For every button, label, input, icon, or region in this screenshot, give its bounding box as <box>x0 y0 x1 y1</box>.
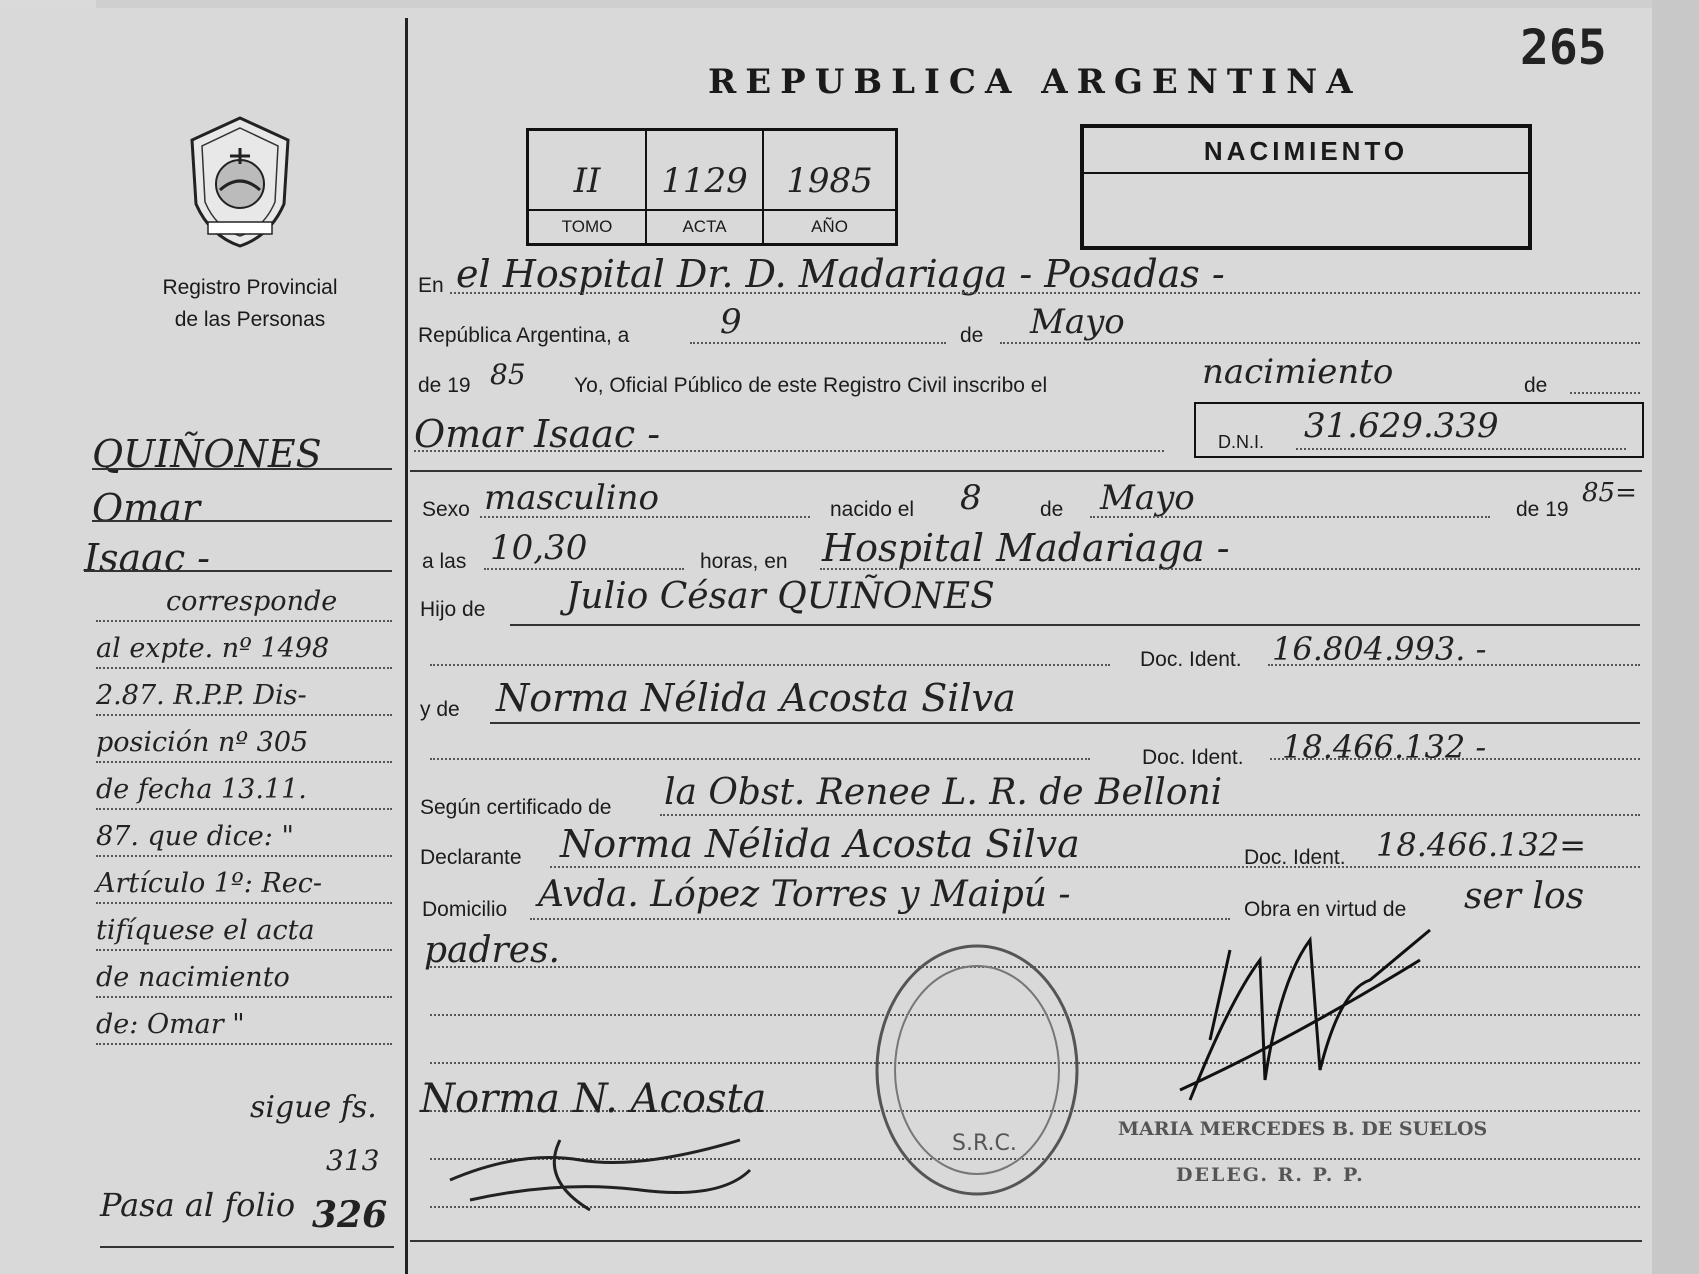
stamp-role: DELEG. R. P. P. <box>1176 1164 1365 1186</box>
sexo-value: masculino <box>484 478 660 518</box>
hour-value: 10,30 <box>490 528 588 568</box>
domicilio-label: Domicilio <box>422 898 508 921</box>
tomo-label: TOMO <box>561 217 613 236</box>
registry-line-2: de las Personas <box>174 308 326 331</box>
page-number: 265 <box>1520 20 1607 76</box>
official-signature-icon <box>1170 920 1440 1120</box>
margin-note-line: de: Omar " <box>96 1009 245 1040</box>
margin-note-line: al expte. nº 1498 <box>96 633 330 664</box>
margin-note-line: 2.87. R.P.P. Dis- <box>96 680 307 711</box>
record-type-box <box>1080 124 1532 250</box>
ano-value: 1985 <box>786 161 873 201</box>
witness-signature-icon <box>440 1120 760 1220</box>
margin-note-line: de nacimiento <box>96 962 290 993</box>
obra-value-2: padres. <box>424 930 560 971</box>
mother-value: Norma Nélida Acosta Silva <box>496 676 1016 720</box>
margin-note-line: corresponde <box>166 586 338 617</box>
registry-name <box>140 272 360 336</box>
yo-text: Yo, Oficial Público de este Registro Civil inscribo el <box>574 374 1048 397</box>
birth-year: 85= <box>1582 478 1637 508</box>
margin-sigue: sigue fs. <box>250 1090 377 1125</box>
registry-line-1: Registro Provincial <box>162 276 338 299</box>
de-label-2: de <box>1040 498 1064 521</box>
margin-pasa-num: 326 <box>312 1194 388 1236</box>
column-divider <box>405 18 408 1274</box>
provincia-seal-icon <box>180 112 300 252</box>
dni-label: D.N.I. <box>1218 432 1265 452</box>
margin-note-line: tifíquese el acta <box>96 915 315 946</box>
name-value: Omar Isaac - <box>414 412 661 456</box>
de19-label: de 19 <box>418 374 471 397</box>
sexo-label: Sexo <box>422 498 470 521</box>
margin-note-line: 87. que dice: " <box>96 821 294 852</box>
alas-label: a las <box>422 550 467 573</box>
declarante-value: Norma Nélida Acosta Silva <box>560 822 1080 866</box>
stamp-name: MARIA MERCEDES B. DE SUELOS <box>1118 1118 1488 1140</box>
day-value: 9 <box>720 302 742 342</box>
inscribe-value: nacimiento <box>1202 352 1394 392</box>
obra-label: Obra en virtud de <box>1244 898 1407 921</box>
tomo-value: II <box>573 161 601 201</box>
en-label: En <box>418 274 444 297</box>
dni-value: 31.629.339 <box>1304 406 1499 446</box>
declarante-label: Declarante <box>420 846 522 869</box>
segun-value: la Obst. Renee L. R. de Belloni <box>664 772 1223 813</box>
birth-month: Mayo <box>1100 478 1195 518</box>
margin-given-2: Isaac - <box>84 536 211 580</box>
horas-label: horas, en <box>700 550 788 573</box>
de-after-label: de <box>1524 374 1548 397</box>
de19-label-2: de 19 <box>1516 498 1569 521</box>
de-label: de <box>960 324 984 347</box>
mother-doc-label: Doc. Ident. <box>1142 746 1244 769</box>
hijo-label: Hijo de <box>420 598 486 621</box>
yde-label: y de <box>420 698 460 721</box>
declarante-doc-label: Doc. Ident. <box>1244 846 1346 869</box>
dni-box <box>1194 402 1644 458</box>
month-value: Mayo <box>1030 302 1125 342</box>
nacido-label: nacido el <box>830 498 915 521</box>
segun-label: Según certificado de <box>420 796 612 819</box>
ano-label: AÑO <box>811 217 848 236</box>
adjacent-page-edge <box>1652 0 1699 1274</box>
official-stamp-icon <box>872 940 1082 1200</box>
margin-given-1: Omar <box>92 486 201 530</box>
declarante-doc: 18.466.132= <box>1376 826 1587 864</box>
acta-label: ACTA <box>682 217 727 236</box>
margin-note-line: de fecha 13.11. <box>96 774 307 805</box>
year-value: 85 <box>490 358 526 391</box>
margin-note-line: posición nº 305 <box>96 727 309 758</box>
margin-note-line: Artículo 1º: Rec- <box>96 868 322 899</box>
en-value: el Hospital Dr. D. Madariaga - Posadas - <box>456 252 1225 296</box>
domicilio-value: Avda. López Torres y Maipú - <box>538 874 1071 915</box>
birth-day: 8 <box>960 478 982 518</box>
svg-text:S.R.C.: S.R.C. <box>952 1131 1017 1156</box>
declarante-signature: Norma N. Acosta <box>420 1076 767 1122</box>
record-type: NACIMIENTO <box>1203 136 1409 166</box>
margin-sigue-num: 313 <box>326 1144 380 1177</box>
mother-doc: 18.466.132 - <box>1282 728 1487 766</box>
margin-pasa: Pasa al folio <box>100 1186 296 1224</box>
republica-label: República Argentina, a <box>418 324 630 347</box>
father-doc: 16.804.993. - <box>1272 630 1487 668</box>
father-value: Julio César QUIÑONES <box>566 576 995 617</box>
place-value: Hospital Madariaga - <box>822 526 1230 570</box>
record-id-box <box>526 128 898 246</box>
country-title: REPUBLICA ARGENTINA <box>708 62 1362 102</box>
margin-surname: QUIÑONES <box>92 432 322 476</box>
father-doc-label: Doc. Ident. <box>1140 648 1242 671</box>
obra-value: ser los <box>1464 876 1585 917</box>
acta-value: 1129 <box>661 161 748 201</box>
